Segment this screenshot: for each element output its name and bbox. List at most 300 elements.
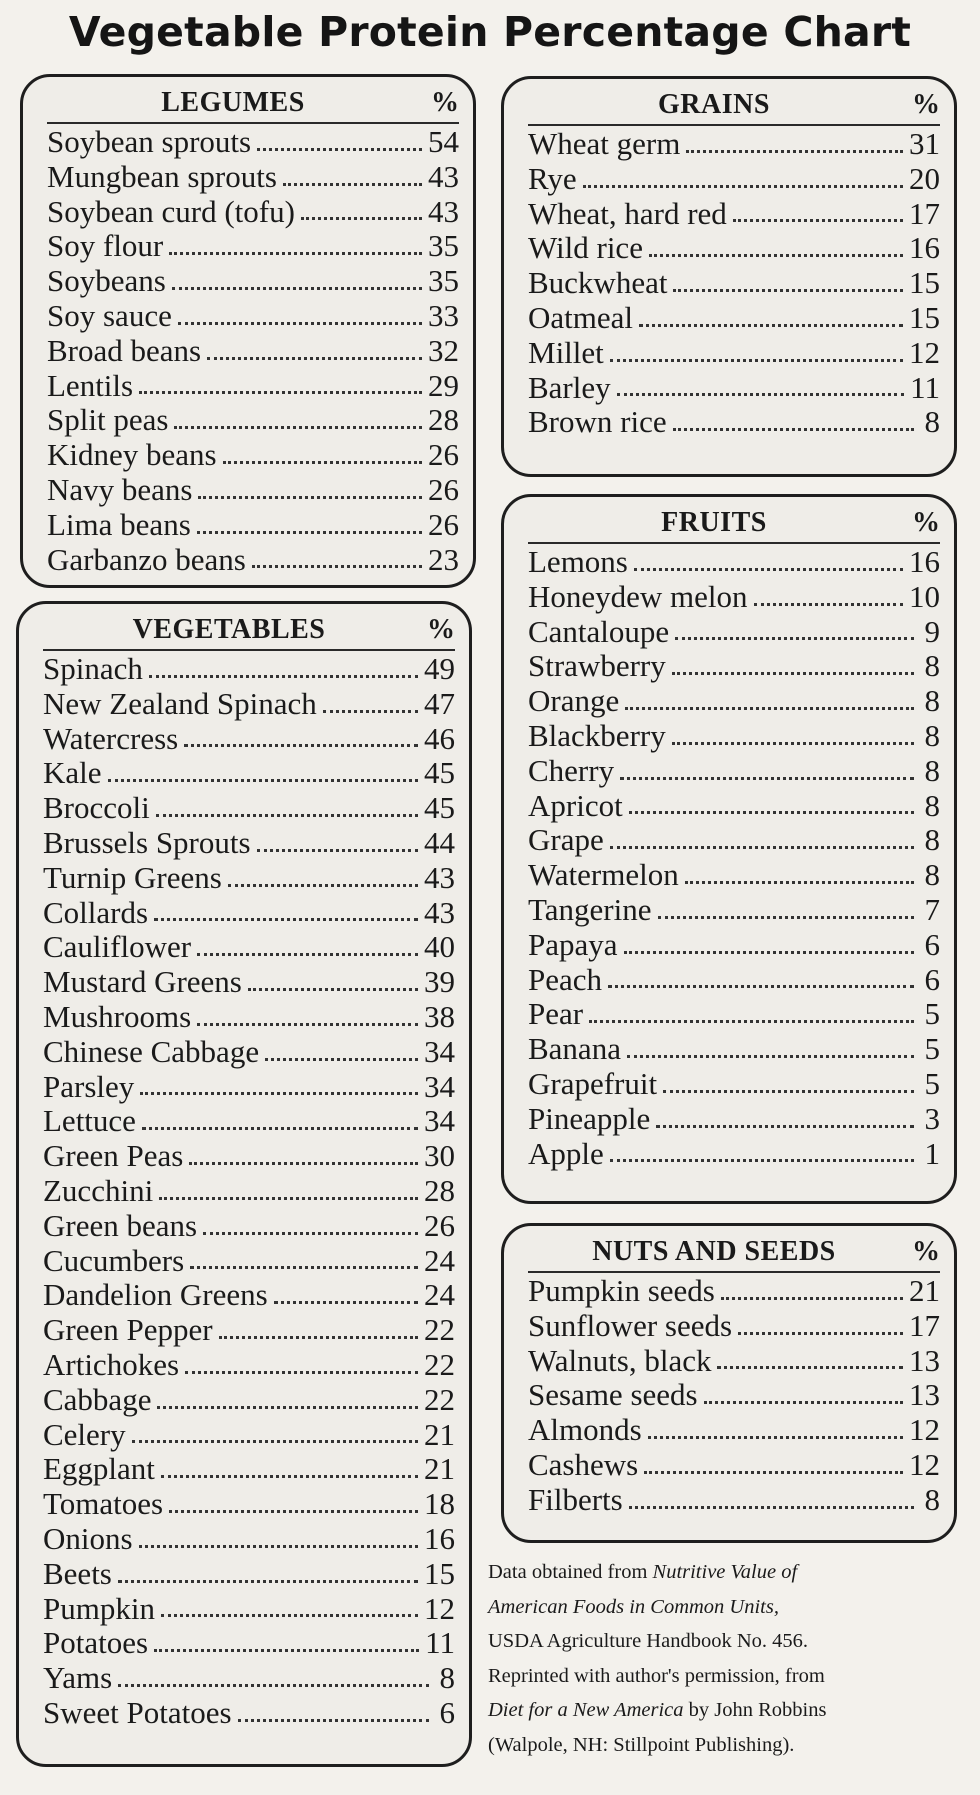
list-item xyxy=(528,1067,940,1102)
food-name: Cabbage xyxy=(43,1382,152,1417)
list-item xyxy=(528,1483,940,1518)
food-name: Sweet Potatoes xyxy=(43,1695,232,1730)
dot-leader xyxy=(627,1055,914,1058)
food-name: Broccoli xyxy=(43,791,150,826)
food-name: New Zealand Spinach xyxy=(43,686,317,721)
protein-percent: 8 xyxy=(924,753,940,788)
protein-percent: 24 xyxy=(424,1243,455,1278)
food-name: Soybeans xyxy=(47,264,166,299)
list-item xyxy=(47,508,459,543)
dot-leader xyxy=(161,1614,418,1617)
food-name: Green Pepper xyxy=(43,1313,213,1348)
food-name: Grapefruit xyxy=(528,1066,658,1101)
source-book-title: Nutritive Value of xyxy=(652,1561,798,1583)
dot-leader xyxy=(685,881,914,884)
list-item xyxy=(528,858,940,893)
percent-header: % xyxy=(427,614,455,645)
food-name: Papaya xyxy=(528,927,618,962)
protein-percent: 26 xyxy=(424,1208,455,1243)
grains-box xyxy=(501,76,957,477)
food-name: Cashews xyxy=(528,1447,639,1482)
list-item xyxy=(528,1137,940,1172)
food-name: Brown rice xyxy=(528,405,667,440)
dot-leader xyxy=(174,426,422,429)
food-name: Lemons xyxy=(528,545,628,579)
dot-leader xyxy=(675,637,914,640)
protein-percent: 26 xyxy=(428,472,459,507)
food-name: Lentils xyxy=(47,368,134,403)
dot-leader xyxy=(265,1058,418,1061)
dot-leader xyxy=(161,1475,418,1478)
food-name: Oatmeal xyxy=(528,300,634,335)
protein-percent: 7 xyxy=(924,892,940,927)
food-name: Millet xyxy=(528,335,604,370)
list-item xyxy=(528,1378,940,1413)
protein-percent: 9 xyxy=(924,614,940,649)
list-item xyxy=(528,371,940,406)
food-name: Strawberry xyxy=(528,649,666,684)
dot-leader xyxy=(625,707,914,710)
protein-percent: 22 xyxy=(424,1347,455,1382)
protein-percent: 8 xyxy=(924,405,940,440)
list-item xyxy=(528,823,940,858)
food-name: Watermelon xyxy=(528,858,679,893)
food-name: Honeydew melon xyxy=(528,579,748,614)
food-name: Wheat, hard red xyxy=(528,196,727,231)
food-name: Zucchini xyxy=(43,1173,154,1208)
dot-leader xyxy=(656,1125,914,1128)
legumes-header xyxy=(47,87,459,124)
protein-percent: 3 xyxy=(924,1101,940,1136)
protein-percent: 46 xyxy=(424,721,455,756)
dot-leader xyxy=(154,1649,419,1652)
protein-percent: 6 xyxy=(439,1695,455,1730)
list-item xyxy=(47,403,459,438)
food-name: Brussels Sprouts xyxy=(43,825,251,860)
food-name: Apple xyxy=(528,1136,604,1171)
protein-percent: 24 xyxy=(424,1278,455,1313)
protein-percent: 44 xyxy=(424,825,455,860)
list-item xyxy=(43,1522,455,1557)
food-name: Spinach xyxy=(43,652,143,686)
list-item xyxy=(43,1348,455,1383)
food-name: Potatoes xyxy=(43,1626,149,1661)
dot-leader xyxy=(207,357,422,360)
fruits-box xyxy=(501,494,957,1204)
food-name: Kidney beans xyxy=(47,438,217,473)
protein-percent: 32 xyxy=(428,333,459,368)
protein-percent: 28 xyxy=(424,1173,455,1208)
dot-leader xyxy=(248,988,418,991)
dot-leader xyxy=(185,1371,418,1374)
list-item xyxy=(528,1413,940,1448)
food-name: Mustard Greens xyxy=(43,965,242,1000)
dot-leader xyxy=(639,324,903,327)
food-name: Lima beans xyxy=(47,507,191,542)
list-item xyxy=(43,687,455,722)
list-item xyxy=(47,334,459,369)
protein-percent: 43 xyxy=(428,194,459,229)
protein-percent: 34 xyxy=(424,1034,455,1069)
list-item xyxy=(43,1313,455,1348)
list-item xyxy=(43,1104,455,1139)
dot-leader xyxy=(189,1162,418,1165)
food-name: Cucumbers xyxy=(43,1243,185,1278)
list-item xyxy=(43,1244,455,1279)
list-item xyxy=(528,928,940,963)
vegetables-header xyxy=(43,614,455,651)
list-item xyxy=(43,965,455,1000)
dot-leader xyxy=(673,289,903,292)
protein-percent: 12 xyxy=(909,335,940,370)
protein-percent: 11 xyxy=(910,370,940,405)
protein-percent: 17 xyxy=(909,196,940,231)
list-item xyxy=(528,127,940,162)
dot-leader xyxy=(608,985,914,988)
protein-percent: 21 xyxy=(424,1417,455,1452)
dot-leader xyxy=(257,849,418,852)
source-reprint: Reprinted with author's permission, from xyxy=(488,1664,825,1687)
protein-percent: 15 xyxy=(424,1556,455,1591)
source-note xyxy=(488,1555,976,1763)
list-item xyxy=(528,1102,940,1137)
list-item xyxy=(528,1309,940,1344)
protein-percent: 54 xyxy=(428,125,459,159)
protein-percent: 43 xyxy=(424,860,455,895)
protein-percent: 20 xyxy=(909,161,940,196)
dot-leader xyxy=(257,148,422,151)
dot-leader xyxy=(629,1506,914,1509)
list-item xyxy=(43,1418,455,1453)
dot-leader xyxy=(617,393,905,396)
dot-leader xyxy=(184,744,418,747)
list-item xyxy=(47,195,459,230)
protein-percent: 49 xyxy=(424,652,455,686)
dot-leader xyxy=(197,953,418,956)
dot-leader xyxy=(663,1090,914,1093)
dot-leader xyxy=(118,1684,429,1687)
protein-percent: 43 xyxy=(428,159,459,194)
list-item xyxy=(43,861,455,896)
protein-percent: 5 xyxy=(924,1066,940,1101)
list-item xyxy=(43,826,455,861)
protein-percent: 8 xyxy=(924,718,940,753)
list-item xyxy=(528,649,940,684)
dot-leader xyxy=(673,428,914,431)
dot-leader xyxy=(672,742,914,745)
dot-leader xyxy=(301,217,422,220)
protein-percent: 6 xyxy=(924,927,940,962)
protein-percent: 8 xyxy=(924,1482,940,1517)
list-item xyxy=(43,930,455,965)
list-item xyxy=(528,580,940,615)
page-title: Vegetable Protein Percentage Chart xyxy=(68,8,912,56)
food-name: Soybean sprouts xyxy=(47,125,252,159)
dot-leader xyxy=(197,1023,418,1026)
food-name: Artichokes xyxy=(43,1347,180,1382)
list-item xyxy=(528,545,940,580)
list-item xyxy=(528,1274,940,1309)
protein-percent: 8 xyxy=(924,858,940,893)
list-item xyxy=(528,162,940,197)
protein-percent: 34 xyxy=(424,1069,455,1104)
list-item xyxy=(47,229,459,264)
dot-leader xyxy=(198,496,422,499)
list-item xyxy=(528,1344,940,1379)
list-item xyxy=(528,301,940,336)
list-item xyxy=(528,997,940,1032)
protein-percent: 16 xyxy=(909,231,940,266)
dot-leader xyxy=(721,1297,903,1300)
food-name: Green Peas xyxy=(43,1139,184,1174)
list-item xyxy=(528,963,940,998)
food-name: Sesame seeds xyxy=(528,1378,698,1413)
protein-percent: 17 xyxy=(909,1308,940,1343)
protein-percent: 8 xyxy=(924,684,940,719)
protein-percent: 43 xyxy=(424,895,455,930)
list-item xyxy=(528,266,940,301)
vegetables-box xyxy=(16,601,472,1767)
food-name: Sunflower seeds xyxy=(528,1308,733,1343)
source-author: by John Robbins xyxy=(683,1699,827,1722)
percent-header: % xyxy=(431,87,459,118)
protein-percent: 8 xyxy=(924,788,940,823)
list-item xyxy=(47,264,459,299)
list-item xyxy=(47,543,459,578)
dot-leader xyxy=(156,814,418,817)
food-name: Mungbean sprouts xyxy=(47,159,277,194)
protein-percent: 28 xyxy=(428,403,459,438)
dot-leader xyxy=(589,1020,914,1023)
food-name: Collards xyxy=(43,895,149,930)
protein-percent: 29 xyxy=(428,368,459,403)
protein-percent: 16 xyxy=(909,545,940,579)
food-name: Split peas xyxy=(47,403,169,438)
dot-leader xyxy=(169,252,422,255)
protein-percent: 12 xyxy=(424,1591,455,1626)
list-item xyxy=(43,1174,455,1209)
dot-leader xyxy=(142,1127,418,1130)
protein-percent: 8 xyxy=(924,649,940,684)
food-name: Turnip Greens xyxy=(43,860,222,895)
food-name: Broad beans xyxy=(47,333,202,368)
dot-leader xyxy=(190,1266,418,1269)
food-name: Pineapple xyxy=(528,1101,651,1136)
protein-percent: 22 xyxy=(424,1382,455,1417)
protein-percent: 30 xyxy=(424,1139,455,1174)
list-item xyxy=(43,722,455,757)
dot-leader xyxy=(108,779,418,782)
food-name: Mushrooms xyxy=(43,999,192,1034)
list-item xyxy=(43,1626,455,1661)
dot-leader xyxy=(132,1440,418,1443)
list-item xyxy=(43,1070,455,1105)
list-item xyxy=(43,1278,455,1313)
dot-leader xyxy=(228,884,418,887)
protein-percent: 26 xyxy=(428,438,459,473)
list-item xyxy=(43,652,455,687)
list-item xyxy=(43,1696,455,1731)
food-name: Garbanzo beans xyxy=(47,542,246,577)
protein-percent: 23 xyxy=(428,542,459,577)
source-text: Data obtained from xyxy=(488,1561,653,1583)
list-item xyxy=(43,1209,455,1244)
list-item xyxy=(43,1557,455,1592)
food-name: Dandelion Greens xyxy=(43,1278,268,1313)
food-name: Celery xyxy=(43,1417,126,1452)
dot-leader xyxy=(649,254,903,257)
dot-leader xyxy=(754,603,903,606)
dot-leader xyxy=(252,565,422,568)
food-name: Kale xyxy=(43,756,102,791)
dot-leader xyxy=(197,531,422,534)
legumes-box xyxy=(20,74,476,588)
protein-percent: 45 xyxy=(424,756,455,791)
protein-percent: 39 xyxy=(424,965,455,1000)
fruits-header xyxy=(528,507,940,544)
list-item xyxy=(528,615,940,650)
dot-leader xyxy=(629,811,914,814)
dot-leader xyxy=(733,219,903,222)
list-item xyxy=(43,1383,455,1418)
percent-header: % xyxy=(912,507,940,538)
list-item xyxy=(528,684,940,719)
dot-leader xyxy=(178,322,422,325)
list-item xyxy=(528,231,940,266)
protein-percent: 11 xyxy=(425,1626,455,1661)
section-title: NUTS AND SEEDS xyxy=(592,1236,836,1267)
food-name: Eggplant xyxy=(43,1452,155,1487)
food-name: Green beans xyxy=(43,1208,198,1243)
dot-leader xyxy=(157,1406,418,1409)
list-item xyxy=(528,754,940,789)
dot-leader xyxy=(223,461,422,464)
food-name: Parsley xyxy=(43,1069,135,1104)
source-book-title-cont: American Foods in Common Units, xyxy=(488,1595,779,1618)
dot-leader xyxy=(139,391,422,394)
dot-leader xyxy=(118,1580,418,1583)
protein-percent: 5 xyxy=(924,997,940,1032)
list-item xyxy=(47,438,459,473)
protein-percent: 18 xyxy=(424,1487,455,1522)
dot-leader xyxy=(283,183,422,186)
food-name: Rye xyxy=(528,161,577,196)
list-item xyxy=(528,1448,940,1483)
dot-leader xyxy=(686,150,903,153)
protein-percent: 10 xyxy=(909,579,940,614)
protein-percent: 26 xyxy=(428,507,459,542)
list-item xyxy=(43,1661,455,1696)
dot-leader xyxy=(610,846,914,849)
list-item xyxy=(528,789,940,824)
food-name: Tangerine xyxy=(528,892,652,927)
dot-leader xyxy=(610,359,903,362)
food-name: Lettuce xyxy=(43,1104,136,1139)
grains-header xyxy=(528,89,940,126)
list-item xyxy=(43,1487,455,1522)
food-name: Grape xyxy=(528,823,604,858)
dot-leader xyxy=(159,1197,418,1200)
dot-leader xyxy=(624,951,914,954)
section-title: FRUITS xyxy=(661,507,767,538)
percent-header: % xyxy=(912,89,940,120)
food-name: Cherry xyxy=(528,753,615,788)
nuts-header xyxy=(528,1236,940,1273)
food-name: Wild rice xyxy=(528,231,643,266)
dot-leader xyxy=(140,1092,418,1095)
protein-percent: 5 xyxy=(924,1032,940,1067)
section-title: VEGETABLES xyxy=(132,614,326,645)
list-item xyxy=(528,893,940,928)
list-item xyxy=(47,160,459,195)
food-name: Almonds xyxy=(528,1413,642,1448)
dot-leader xyxy=(672,672,914,675)
list-item xyxy=(43,1139,455,1174)
dot-leader xyxy=(738,1332,903,1335)
dot-leader xyxy=(203,1232,418,1235)
food-name: Pumpkin seeds xyxy=(528,1274,715,1308)
list-item xyxy=(47,299,459,334)
food-name: Banana xyxy=(528,1032,621,1067)
protein-percent: 34 xyxy=(424,1104,455,1139)
dot-leader xyxy=(274,1301,418,1304)
food-name: Barley xyxy=(528,370,611,405)
dot-leader xyxy=(149,675,418,678)
source-publisher: (Walpole, NH: Stillpoint Publishing). xyxy=(488,1733,795,1756)
protein-percent: 35 xyxy=(428,264,459,299)
protein-percent: 21 xyxy=(424,1452,455,1487)
food-name: Soy sauce xyxy=(47,298,172,333)
dot-leader xyxy=(648,1436,903,1439)
food-name: Pumpkin xyxy=(43,1591,155,1626)
dot-leader xyxy=(583,185,903,188)
food-name: Cantaloupe xyxy=(528,614,670,649)
protein-percent: 22 xyxy=(424,1313,455,1348)
protein-percent: 47 xyxy=(424,686,455,721)
section-title: LEGUMES xyxy=(161,87,305,118)
dot-leader xyxy=(219,1336,418,1339)
food-name: Blackberry xyxy=(528,718,666,753)
list-item xyxy=(43,896,455,931)
dot-leader xyxy=(238,1719,429,1722)
dot-leader xyxy=(644,1471,903,1474)
food-name: Chinese Cabbage xyxy=(43,1034,260,1069)
list-item xyxy=(528,336,940,371)
protein-percent: 6 xyxy=(924,962,940,997)
dot-leader xyxy=(323,710,418,713)
food-name: Soybean curd (tofu) xyxy=(47,194,295,229)
protein-percent: 12 xyxy=(909,1413,940,1448)
list-item xyxy=(528,1032,940,1067)
food-name: Beets xyxy=(43,1556,112,1591)
protein-percent: 15 xyxy=(909,300,940,335)
dot-leader xyxy=(172,287,422,290)
food-name: Yams xyxy=(43,1661,113,1696)
list-item xyxy=(528,405,940,440)
protein-percent: 8 xyxy=(439,1661,455,1696)
food-name: Navy beans xyxy=(47,472,193,507)
protein-percent: 15 xyxy=(909,266,940,301)
list-item xyxy=(528,719,940,754)
protein-percent: 13 xyxy=(909,1378,940,1413)
list-item xyxy=(43,1592,455,1627)
food-name: Apricot xyxy=(528,788,623,823)
dot-leader xyxy=(139,1545,418,1548)
food-name: Cauliflower xyxy=(43,930,192,965)
list-item xyxy=(43,1035,455,1070)
list-item xyxy=(47,473,459,508)
list-item xyxy=(43,1452,455,1487)
